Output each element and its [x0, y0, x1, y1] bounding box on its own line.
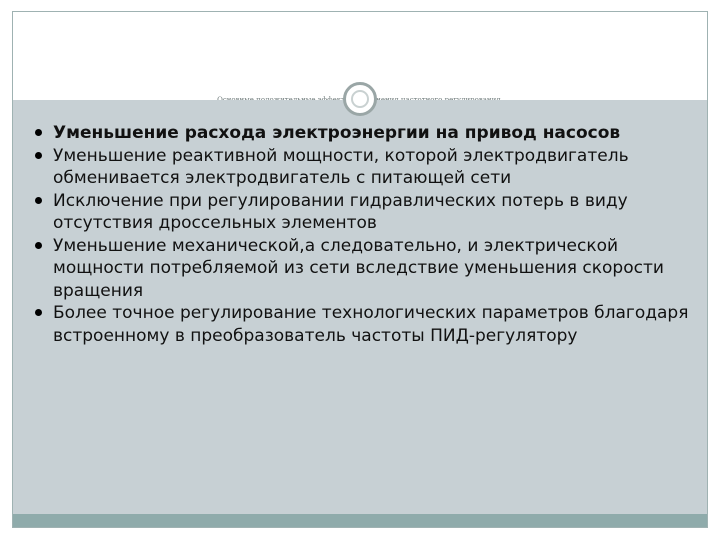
bullet-text: Исключение при регулировании гидравлических потерь в виду отсутствия дроссельных элементов	[53, 190, 628, 233]
bullet-text: Более точное регулирование технологических параметров благодаря встроенному в преобразователь частоты ПИД-регулятору	[53, 303, 689, 346]
list-item	[34, 145, 694, 190]
bullet-text: Уменьшение реактивной мощности, которой электродвигатель обменивается электродвигатель с питающей сети	[53, 145, 629, 188]
list-item	[34, 190, 694, 235]
list-item	[34, 302, 694, 347]
bullet-list	[34, 122, 694, 347]
bullet-dot-icon	[35, 197, 42, 204]
bottom-band	[13, 514, 707, 527]
circle-ornament-icon	[343, 82, 377, 116]
bullet-dot-icon	[35, 129, 42, 136]
list-item	[34, 235, 694, 303]
bullet-text: Уменьшение механической,а следовательно, и электрической мощности потребляемой из сети вследствие уменьшения скорости вращения	[53, 235, 664, 301]
bullet-text: Уменьшение расхода электроэнергии на привод насосов	[53, 123, 621, 143]
bullet-dot-icon	[35, 152, 42, 159]
list-item	[34, 122, 694, 145]
bullet-dot-icon	[35, 242, 42, 249]
bullet-dot-icon	[35, 309, 42, 316]
